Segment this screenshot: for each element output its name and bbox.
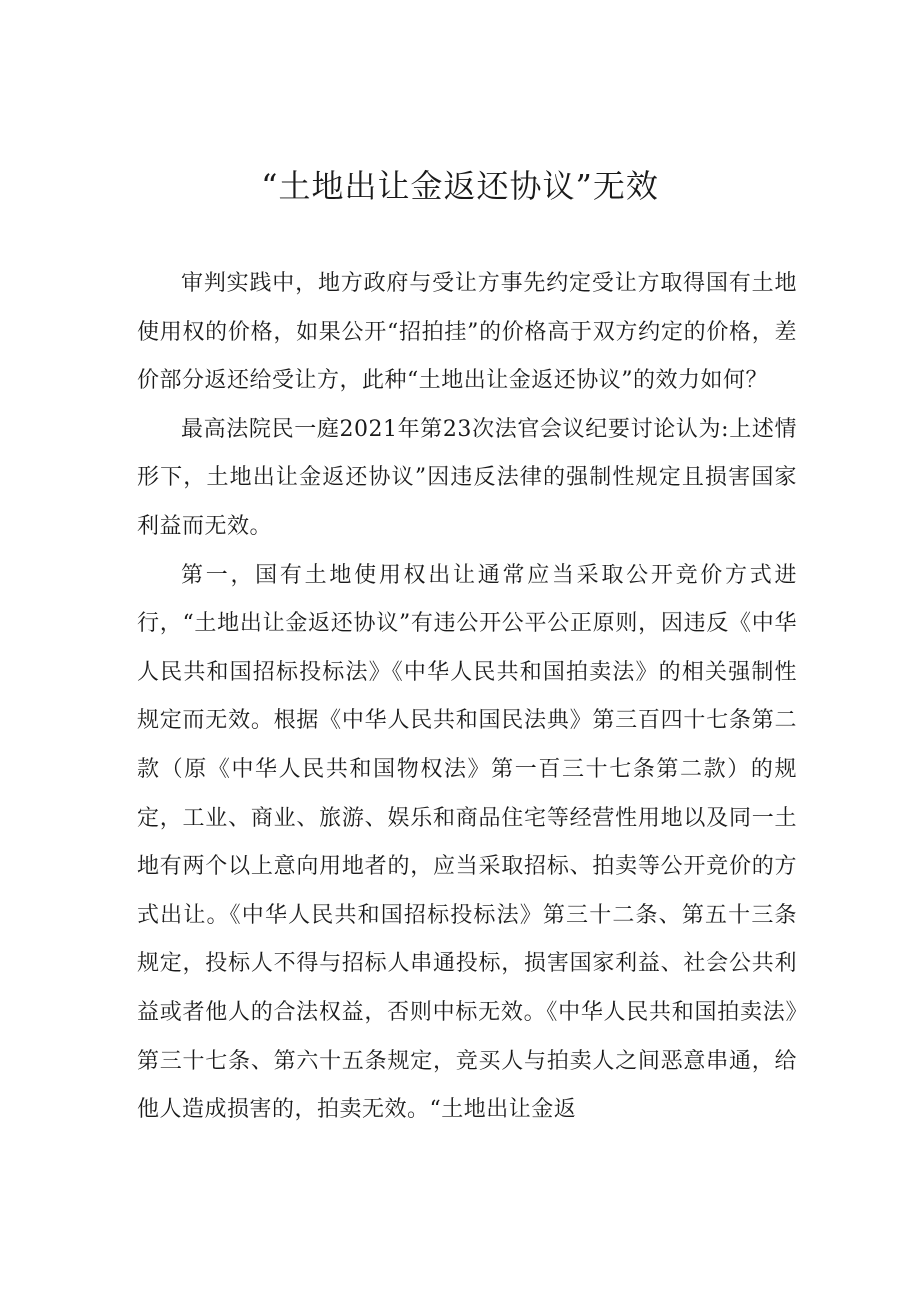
document-body	[137, 260, 797, 1135]
paragraph-2: 最高法院民一庭2021年第23次法官会议纪要讨论认为:上述情形下，土地出让金返还协议”因违反法律的强制性规定且损害国家利益而无效。	[137, 416, 797, 539]
paragraph-3: 第一，国有土地使用权出让通常应当采取公开竞价方式进行，“土地出让金返还协议”有违公开公平公正原则，因违反《中华人民共和国招标投标法》《中华人民共和国拍卖法》的相关强制性规定而无效。根据《中华人民共和国民法典》第三百四十七条第二款（原《中华人民共和国物权法》第一百三十七条第二款）的规定，工业、商业、旅游、娱乐和商品住宅等经营性用地以及同一土地有两个以上意向用地者的，应当采取招标、拍卖等公开竞价的方式出让。《中华人民共和国招标投标法》第三十二条、第五十三条规定，投标人不得与招标人串通投标，损害国家利益、社会公共利益或者他人的合法权益，否则中标无效。《中华人民共和国拍卖法》第三十七条、第六十五条规定，竞买人与拍卖人之间恶意串通，给他人造成损害的，拍卖无效。“土地出让金返	[137, 562, 797, 1123]
document-title: “土地出让金返还协议”无效	[261, 167, 659, 205]
paragraph-1: 审判实践中，地方政府与受让方事先约定受让方取得国有土地使用权的价格，如果公开“招拍挂”的价格高于双方约定的价格，差价部分返还给受让方，此种“土地出让金返还协议”的效力如何？	[137, 271, 797, 394]
